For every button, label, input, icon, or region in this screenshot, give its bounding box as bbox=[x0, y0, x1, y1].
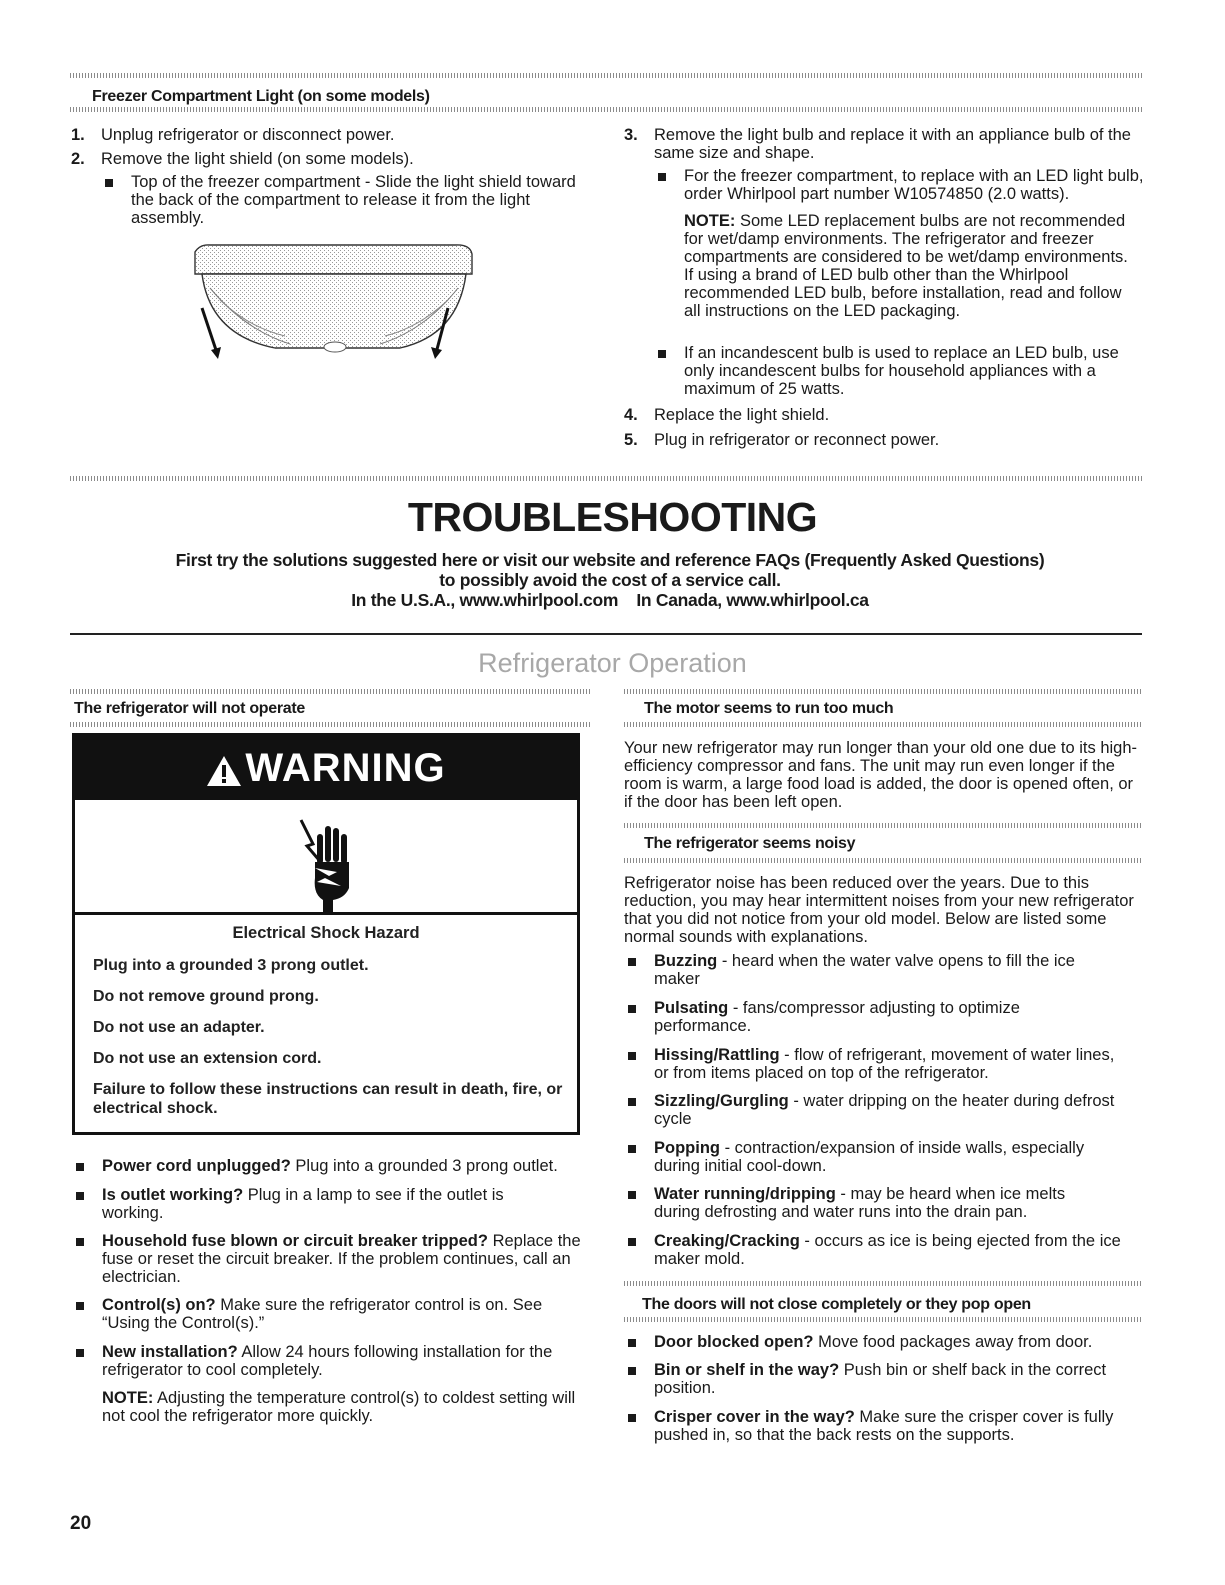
section-rule bbox=[624, 858, 1142, 863]
section-heading-noisy: The refrigerator seems noisy bbox=[644, 835, 856, 852]
list-item bbox=[102, 1296, 582, 1332]
item-label: Power cord unplugged? bbox=[102, 1157, 291, 1175]
intro-line: First try the solutions suggested here or visit our website and reference FAQs (Frequently Asked Questions) bbox=[175, 550, 1045, 570]
item-label: Sizzling/Gurgling bbox=[654, 1092, 789, 1110]
section-rule bbox=[70, 476, 1142, 481]
bullet-icon bbox=[76, 1302, 84, 1310]
bullet-icon bbox=[76, 1238, 84, 1246]
bullet-icon bbox=[628, 958, 636, 966]
list-item bbox=[654, 1185, 1104, 1221]
item-text: - contraction/expansion of inside walls, especially during initial cool-down. bbox=[654, 1139, 1085, 1175]
warning-line: Failure to follow these instructions can result in death, fire, or electrical shock. bbox=[93, 1081, 563, 1117]
list-item bbox=[654, 1361, 1139, 1397]
warning-rule bbox=[75, 912, 577, 915]
bullet-icon bbox=[628, 1238, 636, 1246]
list-item bbox=[654, 1408, 1139, 1444]
step-bullet-text: If an incandescent bulb is used to replace an LED bulb, use only incandescent bulbs for household appliances with a maximum of 25 watts. bbox=[684, 344, 1119, 398]
step-number: 4. bbox=[624, 406, 638, 424]
warning-title: WARNING bbox=[245, 745, 446, 790]
bullet-icon bbox=[105, 179, 113, 187]
bullet-icon bbox=[628, 1098, 636, 1106]
warning-line: Do not use an extension cord. bbox=[93, 1050, 322, 1067]
step-text: Remove the light bulb and replace it with an appliance bulb of the same size and shape. bbox=[654, 126, 1131, 162]
warning-triangle-icon bbox=[206, 755, 242, 787]
note bbox=[684, 212, 1139, 320]
item-label: Household fuse blown or circuit breaker tripped? bbox=[102, 1232, 488, 1250]
page-number: 20 bbox=[70, 1513, 92, 1534]
section-heading-not-operate: The refrigerator will not operate bbox=[74, 700, 306, 717]
note bbox=[102, 1389, 592, 1425]
section-heading-doors: The doors will not close completely or they pop open bbox=[642, 1296, 1031, 1313]
step-bullet-text: For the freezer compartment, to replace with an LED light bulb, order Whirlpool part number W10574850 (2.0 watts). bbox=[684, 167, 1144, 203]
item-text: - may be heard when ice melts during defrosting and water runs into the drain pan. bbox=[654, 1185, 1066, 1221]
item-text: - heard when the water valve opens to fill the ice maker bbox=[654, 952, 1075, 988]
item-label: Water running/dripping bbox=[654, 1185, 836, 1203]
list-item bbox=[102, 1343, 592, 1379]
step-text: Unplug refrigerator or disconnect power. bbox=[101, 126, 395, 144]
list-item bbox=[654, 1139, 1134, 1175]
intro-line: to possibly avoid the cost of a service call. bbox=[439, 570, 781, 590]
warning-line: Do not remove ground prong. bbox=[93, 988, 319, 1005]
bullet-icon bbox=[76, 1349, 84, 1357]
bullet-icon bbox=[658, 173, 666, 181]
item-text: Make sure the crisper cover is fully pushed in, so that the back rests on the supports. bbox=[654, 1408, 1114, 1444]
intro-text bbox=[60, 550, 1160, 610]
bullet-icon bbox=[658, 350, 666, 358]
note-text: Adjusting the temperature control(s) to coldest setting will not cool the refrigerator more quickly. bbox=[102, 1389, 576, 1425]
section-subtitle: Refrigerator Operation bbox=[478, 648, 747, 678]
warning-line: Do not use an adapter. bbox=[93, 1019, 265, 1036]
item-label: Creaking/Cracking bbox=[654, 1232, 800, 1250]
bullet-icon bbox=[76, 1192, 84, 1200]
item-label: Control(s) on? bbox=[102, 1296, 216, 1314]
bullet-icon bbox=[76, 1163, 84, 1171]
section-rule bbox=[70, 722, 592, 727]
section-heading-motor: The motor seems to run too much bbox=[644, 700, 894, 717]
section-rule bbox=[624, 722, 1142, 727]
step-number: 3. bbox=[624, 126, 638, 144]
item-text: - water dripping on the heater during defrost cycle bbox=[654, 1092, 1115, 1128]
list-item bbox=[654, 1333, 1144, 1351]
section-rule bbox=[624, 823, 1142, 828]
step-number: 5. bbox=[624, 431, 638, 449]
item-label: New installation? bbox=[102, 1343, 238, 1361]
warning-instructions bbox=[93, 956, 565, 1130]
list-item bbox=[102, 1186, 562, 1222]
warning-line: Plug into a grounded 3 prong outlet. bbox=[93, 957, 369, 974]
note-label: NOTE: bbox=[102, 1389, 154, 1407]
step-number: 2. bbox=[71, 150, 85, 168]
item-text: Make sure the refrigerator control is on. See “Using the Control(s).” bbox=[102, 1296, 543, 1332]
item-label: Is outlet working? bbox=[102, 1186, 244, 1204]
item-text: Plug into a grounded 3 prong outlet. bbox=[290, 1157, 558, 1175]
bullet-icon bbox=[628, 1367, 636, 1375]
hazard-title: Electrical Shock Hazard bbox=[232, 924, 420, 942]
page-title: TROUBLESHOOTING bbox=[407, 494, 818, 540]
light-shield-illustration bbox=[190, 240, 480, 365]
bullet-icon bbox=[628, 1145, 636, 1153]
item-label: Buzzing bbox=[654, 952, 718, 970]
section-rule bbox=[624, 689, 1142, 694]
item-label: Door blocked open? bbox=[654, 1333, 814, 1351]
item-text: Allow 24 hours following installation for the refrigerator to cool completely. bbox=[102, 1343, 553, 1379]
step-text: Remove the light shield (on some models). bbox=[101, 150, 414, 168]
section-rule bbox=[70, 73, 1142, 78]
noisy-text: Refrigerator noise has been reduced over the years. Due to this reduction, you may hear intermittent noises from your new refrigerator that you did not notice from your old model. Below are listed some normal sounds with explanations. bbox=[624, 874, 1134, 946]
list-item bbox=[654, 1092, 1124, 1128]
warning-box bbox=[72, 733, 580, 1135]
item-text: Plug in a lamp to see if the outlet is working. bbox=[102, 1186, 504, 1222]
section-heading-freezer-light: Freezer Compartment Light (on some models) bbox=[92, 88, 430, 105]
list-item bbox=[102, 1157, 592, 1175]
step-number: 1. bbox=[71, 126, 85, 144]
motor-text: Your new refrigerator may run longer than your old one due to its high-efficiency compressor and fans. The unit may run even longer if the room is warm, a large food load is added, the door is opened often, or if the door has been left open. bbox=[624, 739, 1138, 811]
item-label: Popping bbox=[654, 1139, 720, 1157]
item-label: Hissing/Rattling bbox=[654, 1046, 780, 1064]
bullet-icon bbox=[628, 1052, 636, 1060]
item-label: Pulsating bbox=[654, 999, 729, 1017]
list-item bbox=[654, 1046, 1124, 1082]
bullet-icon bbox=[628, 1414, 636, 1422]
section-rule bbox=[70, 107, 1142, 112]
item-text: - fans/compressor adjusting to optimize performance. bbox=[654, 999, 1020, 1035]
item-label: Crisper cover in the way? bbox=[654, 1408, 855, 1426]
section-rule bbox=[70, 689, 592, 694]
note-label: NOTE: bbox=[684, 212, 736, 230]
item-text: Move food packages away from door. bbox=[813, 1333, 1093, 1351]
list-item bbox=[654, 952, 1124, 988]
step-text: Replace the light shield. bbox=[654, 406, 830, 424]
item-text: Replace the fuse or reset the circuit breaker. If the problem continues, call an electrician. bbox=[102, 1232, 581, 1286]
step-text: Plug in refrigerator or reconnect power. bbox=[654, 431, 940, 449]
bullet-icon bbox=[628, 1339, 636, 1347]
section-rule bbox=[624, 1317, 1142, 1322]
shock-hazard-icon bbox=[285, 816, 365, 921]
warning-header bbox=[75, 736, 577, 800]
list-item bbox=[654, 1232, 1139, 1268]
intro-line: In the U.S.A., www.whirlpool.com In Canada, www.whirlpool.ca bbox=[351, 590, 869, 610]
list-item bbox=[654, 999, 1104, 1035]
item-text: Push bin or shelf back in the correct position. bbox=[654, 1361, 1107, 1397]
item-text: - occurs as ice is being ejected from the ice maker mold. bbox=[654, 1232, 1121, 1268]
bullet-icon bbox=[628, 1191, 636, 1199]
item-text: - flow of refrigerant, movement of water lines, or from items placed on top of the refrigerator. bbox=[654, 1046, 1115, 1082]
section-rule bbox=[624, 1281, 1142, 1286]
list-item bbox=[102, 1232, 590, 1286]
item-label: Bin or shelf in the way? bbox=[654, 1361, 840, 1379]
note-text: Some LED replacement bulbs are not recommended for wet/damp environments. The refrigerator and freezer compartments are considered to be wet/damp environments. If using a brand of LED bulb other than the Whirlpool recommended LED bulb, before installation, read and follow all instructions on the LED packaging. bbox=[684, 212, 1128, 320]
bullet-icon bbox=[628, 1005, 636, 1013]
divider bbox=[70, 633, 1142, 635]
step-bullet-text: Top of the freezer compartment - Slide the light shield toward the back of the compartment to release it from the light assembly. bbox=[131, 173, 576, 227]
